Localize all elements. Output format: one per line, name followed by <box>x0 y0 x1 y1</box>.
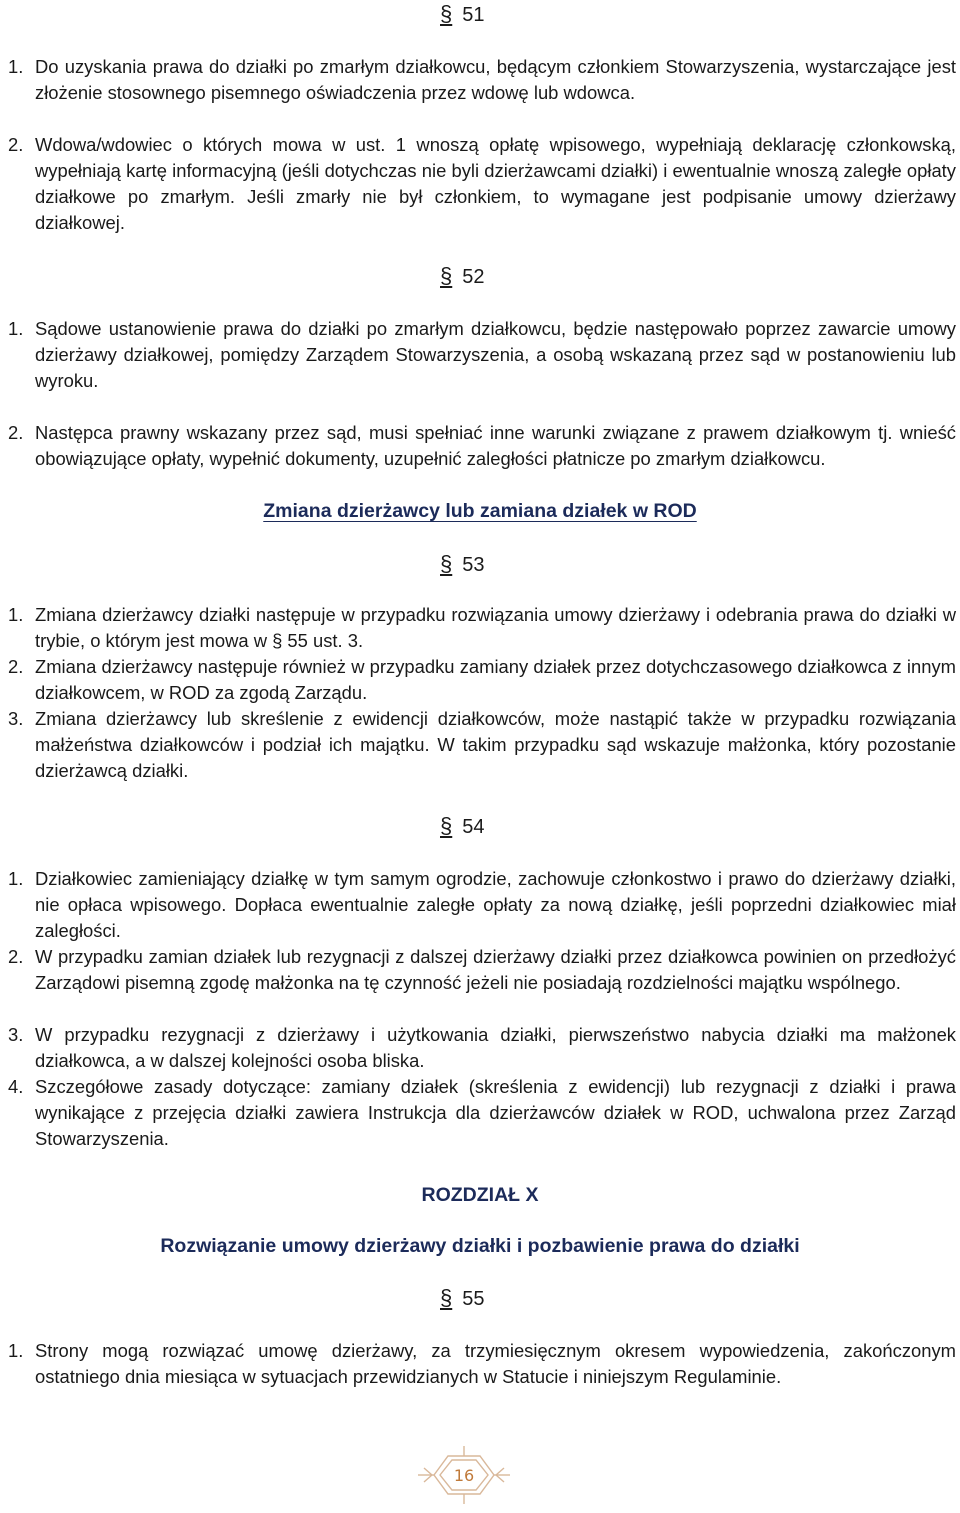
item-number: 2. <box>8 134 24 155</box>
section-51-mark <box>440 2 485 27</box>
section-symbol: § <box>440 1285 453 1310</box>
item-number: 1. <box>8 1340 24 1361</box>
item-text: Szczegółowe zasady dotyczące: zamiany działek (skreślenia z ewidencji) lub rezygnacji z działki i prawa wynikające z przejęcia działki zawiera Instrukcja dla dzierżawców działek w ROD, uchwalona przez Zarząd Stowarzyszenia. <box>35 1076 956 1149</box>
section-number: 51 <box>462 4 485 26</box>
item-text: Do uzyskania prawa do działki po zmarłym działkowcu, będącym członkiem Stowarzyszenia, wystarczające jest złożenie stosownego pisemnego oświadczenia przez wdowę lub wdowca. <box>35 56 956 103</box>
item-text: Działkowiec zamieniający działkę w tym samym ogrodzie, zachowuje członkostwo i prawo do dzierżawy działki, nie opłaca wpisowego. Dopłaca ewentualnie zaległe opłaty za nową działkę, jeśli poprzedni działkowiec miał zaległości. <box>35 868 956 941</box>
section-55-mark <box>440 1286 485 1311</box>
item-text: Strony mogą rozwiązać umowę dzierżawy, za trzymiesięcznym okresem wypowiedzenia, zakończonym ostatniego dnia miesiąca w sytuacjach przewidzianych w Statucie i niniejszym Regulaminie. <box>35 1340 956 1387</box>
chapter-subtitle <box>0 1233 960 1259</box>
page-number-badge <box>404 1442 524 1508</box>
section-number: 54 <box>462 816 485 838</box>
s52-item-2 <box>8 420 956 472</box>
s52-item-1 <box>8 316 956 394</box>
item-text: Zmiana dzierżawcy działki następuje w przypadku rozwiązania umowy dzierżawy i odebrania prawa do działki w trybie, o którym jest mowa w § 55 ust. 3. <box>35 604 956 651</box>
item-text: Następca prawny wskazany przez sąd, musi spełniać inne warunki związane z prawem działkowym tj. wnieść obowiązujące opłaty, wypełnić dokumenty, uzupełnić zaległości płatnicze po zmarłym działkowcu. <box>35 422 956 469</box>
section-number: 55 <box>462 1288 485 1310</box>
item-number: 1. <box>8 868 24 889</box>
section-number: 53 <box>462 554 485 576</box>
section-54-mark <box>440 814 485 839</box>
s54-item-1 <box>8 866 956 944</box>
s54-item-4 <box>8 1074 956 1152</box>
section-52-mark <box>440 264 485 289</box>
section-symbol: § <box>440 813 453 838</box>
subheading-text: Zmiana dzierżawcy lub zamiana działek w ROD <box>263 500 697 522</box>
chapter-title-text: ROZDZIAŁ X <box>421 1184 539 1206</box>
item-text: W przypadku zamian działek lub rezygnacji z dalszej dzierżawy działki przez działkowca powinien on przedłożyć Zarządowi pisemną zgodę małżonka na tę czynność jeżeli nie posiadają rozdzielności majątku wspólnego. <box>35 946 956 993</box>
item-text: Wdowa/wdowiec o których mowa w ust. 1 wnoszą opłatę wpisowego, wypełniają deklarację członkowską, wypełniają kartę informacyjną (jeśli dotychczas nie byli dzierżawcami działki) i ewentualnie wnoszą zaległe opłaty działkowe po zmarłym. Jeśli zmarły nie był członkiem, to wymagane jest podpisanie umowy dzierżawy działkowej. <box>35 134 956 233</box>
s53-item-1 <box>8 602 956 654</box>
s51-item-2 <box>8 132 956 236</box>
chapter-title <box>0 1182 960 1208</box>
s53-item-3 <box>8 706 956 784</box>
item-number: 3. <box>8 708 24 729</box>
section-number: 52 <box>462 266 485 288</box>
item-number: 1. <box>8 604 24 625</box>
item-text: Sądowe ustanowienie prawa do działki po zmarłym działkowcu, będzie następowało poprzez zawarcie umowy dzierżawy działkowej, pomiędzy Zarządem Stowarzyszenia, a osobą wskazaną przez sąd w postanowieniu lub wyroku. <box>35 318 956 391</box>
section-symbol: § <box>440 551 453 576</box>
subheading-change-tenant <box>0 498 960 524</box>
item-number: 4. <box>8 1076 24 1097</box>
item-number: 2. <box>8 422 24 443</box>
item-text: W przypadku rezygnacji z dzierżawy i użytkowania działki, pierwszeństwo nabycia działki ma małżonek działkowca, a w dalszej kolejności osoba bliska. <box>35 1024 956 1071</box>
s54-item-2 <box>8 944 956 996</box>
item-text: Zmiana dzierżawcy następuje również w przypadku zamiany działek przez dotychczasowego działkowca z innym działkowcem, w ROD za zgodą Zarządu. <box>35 656 956 703</box>
page-number: 16 <box>453 1466 475 1485</box>
s55-item-1 <box>8 1338 956 1390</box>
s54-item-3 <box>8 1022 956 1074</box>
item-number: 2. <box>8 946 24 967</box>
section-symbol: § <box>440 1 453 26</box>
section-symbol: § <box>440 263 453 288</box>
item-number: 3. <box>8 1024 24 1045</box>
chapter-subtitle-text: Rozwiązanie umowy dzierżawy działki i pozbawienie prawa do działki <box>160 1235 800 1257</box>
item-number: 1. <box>8 56 24 77</box>
s53-item-2 <box>8 654 956 706</box>
section-53-mark <box>440 552 485 577</box>
item-text: Zmiana dzierżawcy lub skreślenie z ewidencji działkowców, może nastąpić także w przypadku rozwiązania małżeństwa działkowców i podział ich majątku. W takim przypadku sąd wskazuje małżonka, który pozostanie dzierżawcą działki. <box>35 708 956 781</box>
item-number: 2. <box>8 656 24 677</box>
s51-item-1 <box>8 54 956 106</box>
item-number: 1. <box>8 318 24 339</box>
